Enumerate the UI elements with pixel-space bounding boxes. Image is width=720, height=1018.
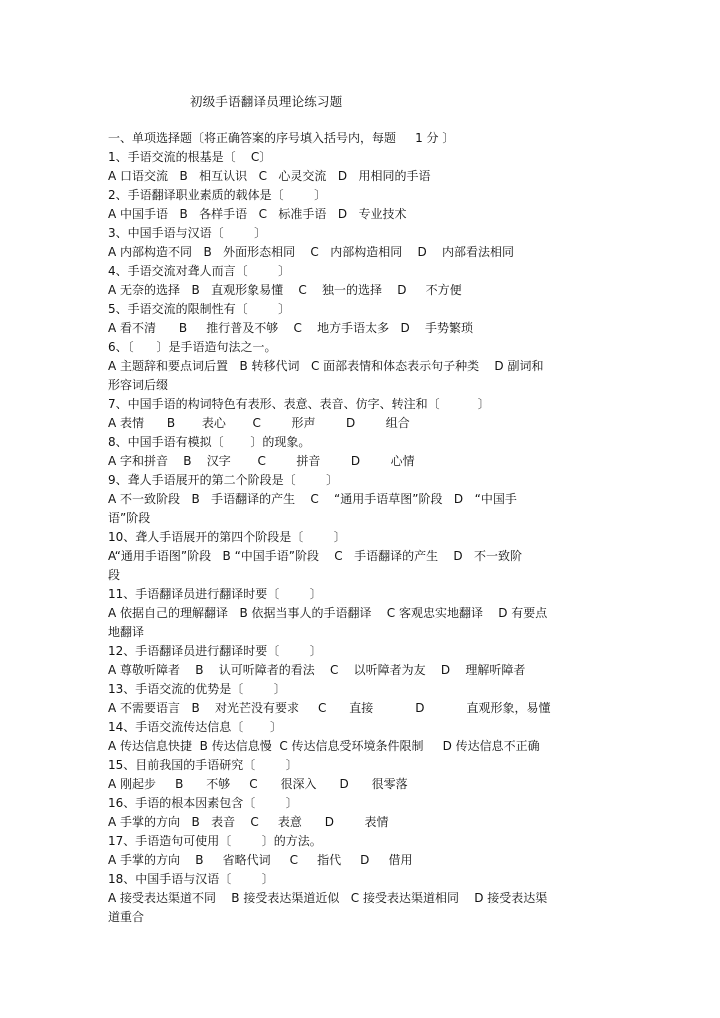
question-options: A 手掌的方向 B 省略代词 C 指代 D 借用 xyxy=(108,853,413,867)
question xyxy=(108,338,608,395)
question-stem: 12、手语翻译员进行翻译时要〔 〕 xyxy=(108,644,322,658)
question-options: A 接受表达渠道不同 B 接受表达渠道近似 C 接受表达渠道相同 D 接受表达渠 xyxy=(108,891,548,905)
question-options-cont: 语”阶段 xyxy=(108,511,151,525)
question-stem: 2、手语翻译职业素质的载体是〔 〕 xyxy=(108,188,327,202)
question-stem: 6、〔 〕是手语造句法之一。 xyxy=(108,340,277,354)
question-options: A 传达信息快捷 B 传达信息慢 C 传达信息受环境条件限制 D 传达信息不正确 xyxy=(108,739,540,753)
question-options: A 口语交流 B 相互认识 C 心灵交流 D 用相同的手语 xyxy=(108,169,431,183)
question-stem: 13、手语交流的优势是〔 〕 xyxy=(108,682,286,696)
question-options-cont: 地翻译 xyxy=(108,625,145,639)
question-options: A 尊敬听障者 B 认可听障者的看法 C 以听障者为友 D 理解听障者 xyxy=(108,663,526,677)
question-options: A 依据自己的理解翻译 B 依据当事人的手语翻译 C 客观忠实地翻译 D 有要点 xyxy=(108,606,548,620)
question xyxy=(108,585,608,642)
question-stem: 10、聋人手语展开的第四个阶段是〔 〕 xyxy=(108,530,346,544)
question xyxy=(108,433,608,471)
question-options: A 主题辞和要点词后置 B 转移代词 C 面部表情和体态表示句子种类 D 副词和 xyxy=(108,359,544,373)
document-body xyxy=(108,129,608,927)
question-options: A 内部构造不同 B 外面形态相同 C 内部构造相同 D 内部看法相同 xyxy=(108,245,514,259)
question xyxy=(108,148,608,186)
question xyxy=(108,870,608,927)
question xyxy=(108,186,608,224)
question-options: A 手掌的方向 B 表音 C 表意 D 表情 xyxy=(108,815,389,829)
question-options: A 不需要语言 B 对光芒没有要求 C 直接 D 直观形象，易懂 xyxy=(108,701,551,715)
question xyxy=(108,794,608,832)
question xyxy=(108,756,608,794)
question-stem: 3、中国手语与汉语〔 〕 xyxy=(108,226,267,240)
question-options: A 刚起步 B 不够 C 很深入 D 很零落 xyxy=(108,777,408,791)
question-options: A 不一致阶段 B 手语翻译的产生 C “通用手语草图”阶段 D “中国手 xyxy=(108,492,517,506)
question-options-cont: 段 xyxy=(108,568,121,582)
question-stem: 14、手语交流传达信息〔 〕 xyxy=(108,720,282,734)
question-stem: 7、中国手语的构词特色有表形、表意、表音、仿字、转注和〔 〕 xyxy=(108,397,490,411)
question-stem: 9、聋人手语展开的第二个阶段是〔 〕 xyxy=(108,473,339,487)
question-stem: 1、手语交流的根基是〔 C〕 xyxy=(108,150,272,164)
question-stem: 17、手语造句可使用〔 〕的方法。 xyxy=(108,834,322,848)
question-options: A 无奈的选择 B 直观形象易懂 C 独一的选择 D 不方便 xyxy=(108,283,462,297)
question-options: A 看不清 B 推行普及不够 C 地方手语太多 D 手势繁琐 xyxy=(108,321,474,335)
question-stem: 5、手语交流的限制性有〔 〕 xyxy=(108,302,291,316)
question-stem: 18、中国手语与汉语〔 〕 xyxy=(108,872,274,886)
question-stem: 11、手语翻译员进行翻译时要〔 〕 xyxy=(108,587,322,601)
question-options-cont: 形容词后缀 xyxy=(108,378,169,392)
question-stem: 15、目前我国的手语研究〔 〕 xyxy=(108,758,298,772)
question-options: A“通用手语图”阶段 B “中国手语”阶段 C 手语翻译的产生 D 不一致阶 xyxy=(108,549,523,563)
question xyxy=(108,680,608,718)
question xyxy=(108,395,608,433)
question xyxy=(108,718,608,756)
question xyxy=(108,832,608,870)
question-stem: 16、手语的根本因素包含〔 〕 xyxy=(108,796,298,810)
question-options: A 字和拼音 B 汉字 C 拼音 D 心情 xyxy=(108,454,415,468)
question-options: A 中国手语 B 各样手语 C 标准手语 D 专业技术 xyxy=(108,207,407,221)
question xyxy=(108,224,608,262)
question-options-cont: 道重合 xyxy=(108,910,145,924)
question-stem: 8、中国手语有模拟〔 〕的现象。 xyxy=(108,435,311,449)
question xyxy=(108,300,608,338)
question xyxy=(108,642,608,680)
question xyxy=(108,471,608,528)
question xyxy=(108,528,608,585)
question-options: A 表情 B 表心 C 形声 D 组合 xyxy=(108,416,410,430)
section-header: 一、单项选择题〔将正确答案的序号填入括号内，每题 1 分 〕 xyxy=(108,131,455,145)
question xyxy=(108,262,608,300)
document-title: 初级手语翻译员理论练习题 xyxy=(190,94,343,109)
question-stem: 4、手语交流对聋人而言〔 〕 xyxy=(108,264,291,278)
